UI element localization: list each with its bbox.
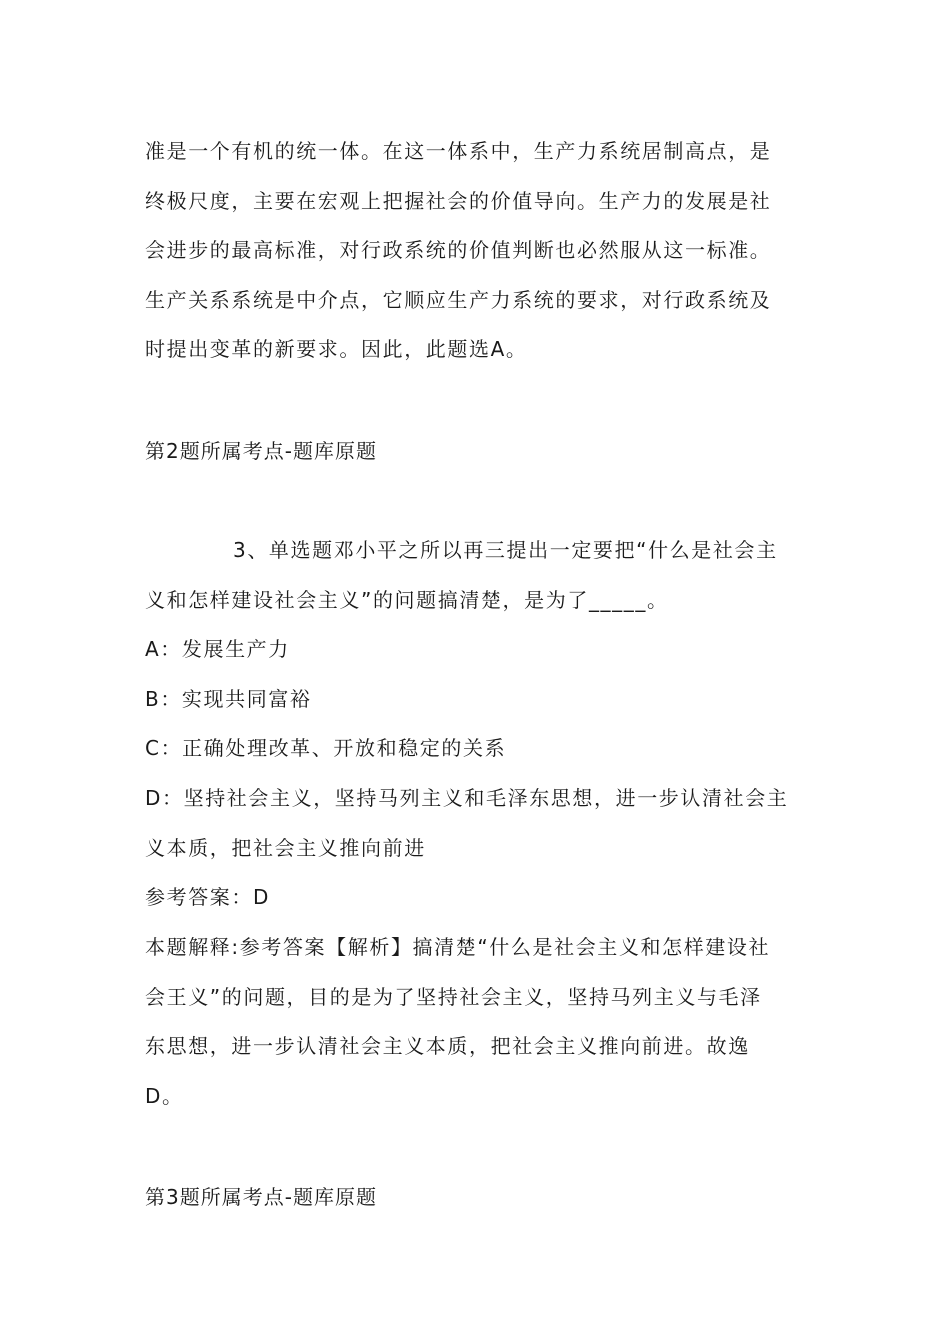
text-line: 东思想，进一步认清社会主义本质，把社会主义推向前进。故逸 [145,1034,750,1058]
text-line: 生产关系系统是中介点，它顺应生产力系统的要求，对行政系统及 [145,287,772,312]
text-line: 义和怎样建设社会主义”的问题搞清楚，是为了_____。 [145,587,669,612]
q3-stem [145,526,810,625]
text-line: 会王义”的问题，目的是为了坚持社会主义，坚持马列主义与毛泽 [145,984,762,1009]
option-d [145,774,810,873]
text-line: 终极尺度，主要在宏观上把握社会的价值导向。生产力的发展是社 [145,188,772,213]
answer-text: 参考答案：D [145,885,271,909]
text-line: 3、单选题邓小平之所以再三提出一定要把“什么是社会主 [233,538,778,562]
q2-explanation [145,127,810,375]
option-b: B：实现共同富裕 [145,686,312,711]
text-line: 本题解释:参考答案【解析】搞清楚“什么是社会主义和怎样建设社 [145,935,771,959]
text-line: 会进步的最高标准，对行政系统的价值判断也必然服从这一标准。 [145,238,772,262]
text-line: D：坚持社会主义，坚持马列主义和毛泽东思想，进一步认清社会主 [145,786,789,810]
option-c: C：正确处理改革、开放和稳定的关系 [145,736,507,760]
q3-explanation [145,923,810,1121]
q3-topic-heading: 第3题所属考点-题库原题 [145,1185,377,1209]
text-line: 准是一个有机的统一体。在这一体系中，生产力系统居制高点，是 [145,139,772,163]
option-a: A：发展生产力 [145,637,290,661]
q2-topic-heading: 第2题所属考点-题库原题 [145,439,377,463]
text-line: 义本质，把社会主义推向前进 [145,835,426,860]
q3-options [145,625,810,774]
text-line: D。 [145,1083,184,1108]
text-line: 时提出变革的新要求。因此，此题选A。 [145,337,528,361]
q3-answer [145,873,810,923]
